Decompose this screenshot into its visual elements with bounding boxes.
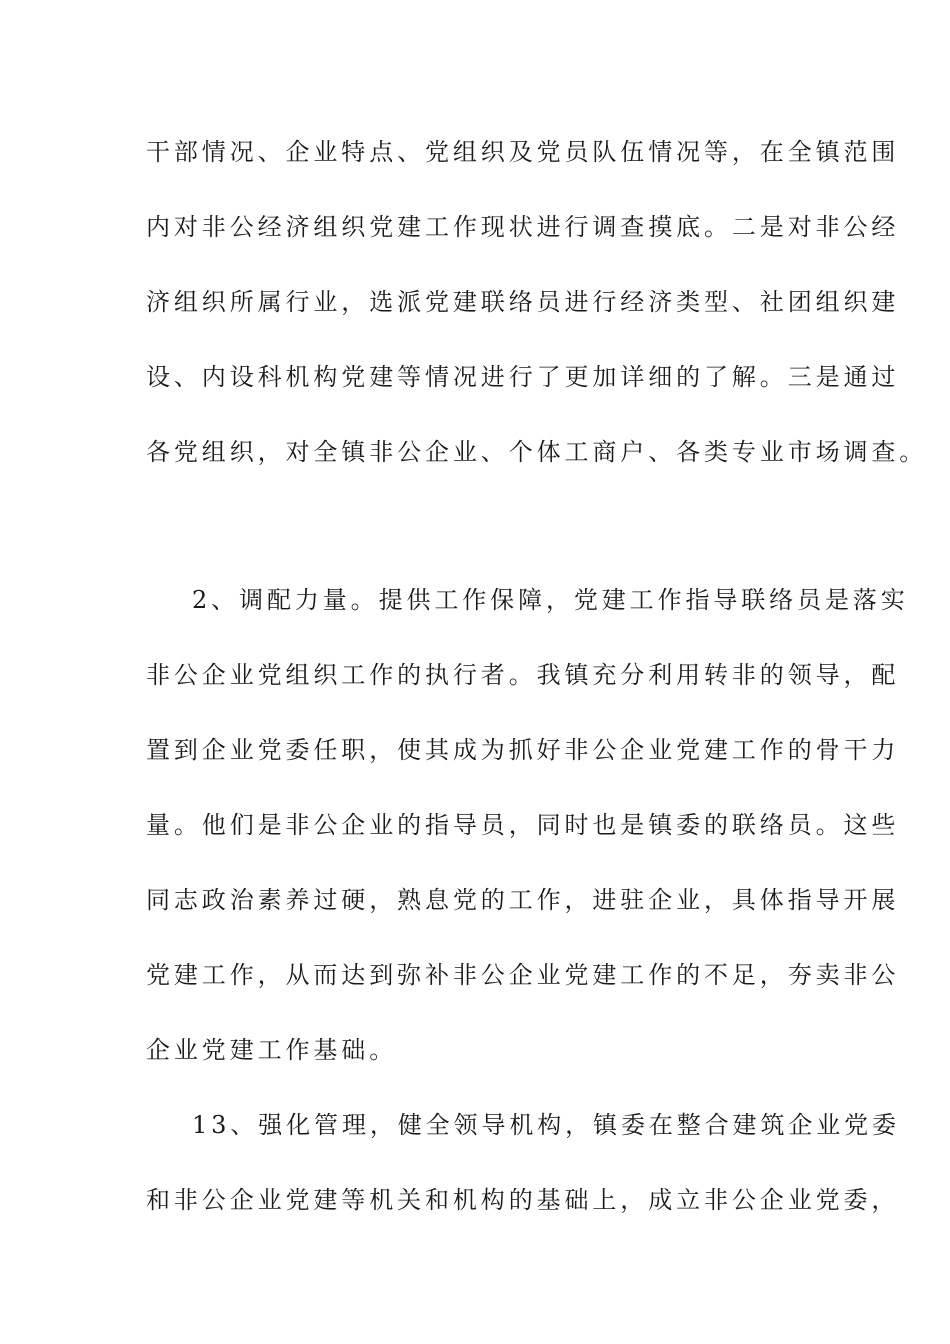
text-line: 量。他们是非公企业的指导员，同时也是镇委的联络员。这些	[146, 811, 900, 839]
text-line: 济组织所属行业，选派党建联络员进行经济类型、社团组织建	[146, 288, 900, 316]
text-line: 设、内设科机构党建等情况进行了更加详细的了解。三是通过	[146, 363, 900, 391]
text-line: 和非公企业党建等机关和机构的基础上，成立非公企业党委，	[146, 1186, 900, 1214]
text-line: 同志政治素养过硬，熟息党的工作，进驻企业，具体指导开展	[146, 886, 900, 914]
text-line: 内对非公经济组织党建工作现状进行调查摸底。二是对非公经	[146, 213, 900, 241]
text-line: 置到企业党委任职，使其成为抓好非公企业党建工作的骨干力	[146, 736, 900, 764]
text-line: 党建工作，从而达到弥补非公企业党建工作的不足，夯卖非公	[146, 961, 900, 989]
text-line: 干部情况、企业特点、党组织及党员队伍情况等，在全镇范围	[146, 138, 900, 166]
text-line: 13、强化管理，健全领导机构，镇委在整合建筑企业党委	[192, 1111, 900, 1139]
text-line: 2、调配力量。提供工作保障，党建工作指导联络员是落实	[192, 586, 909, 614]
text-line: 企业党建工作基础。	[146, 1036, 398, 1064]
text-line: 各党组织，对全镇非公企业、个体工商户、各类专业市场调查。	[146, 438, 928, 466]
text-line: 非公企业党组织工作的执行者。我镇充分利用转非的领导，配	[146, 661, 900, 689]
